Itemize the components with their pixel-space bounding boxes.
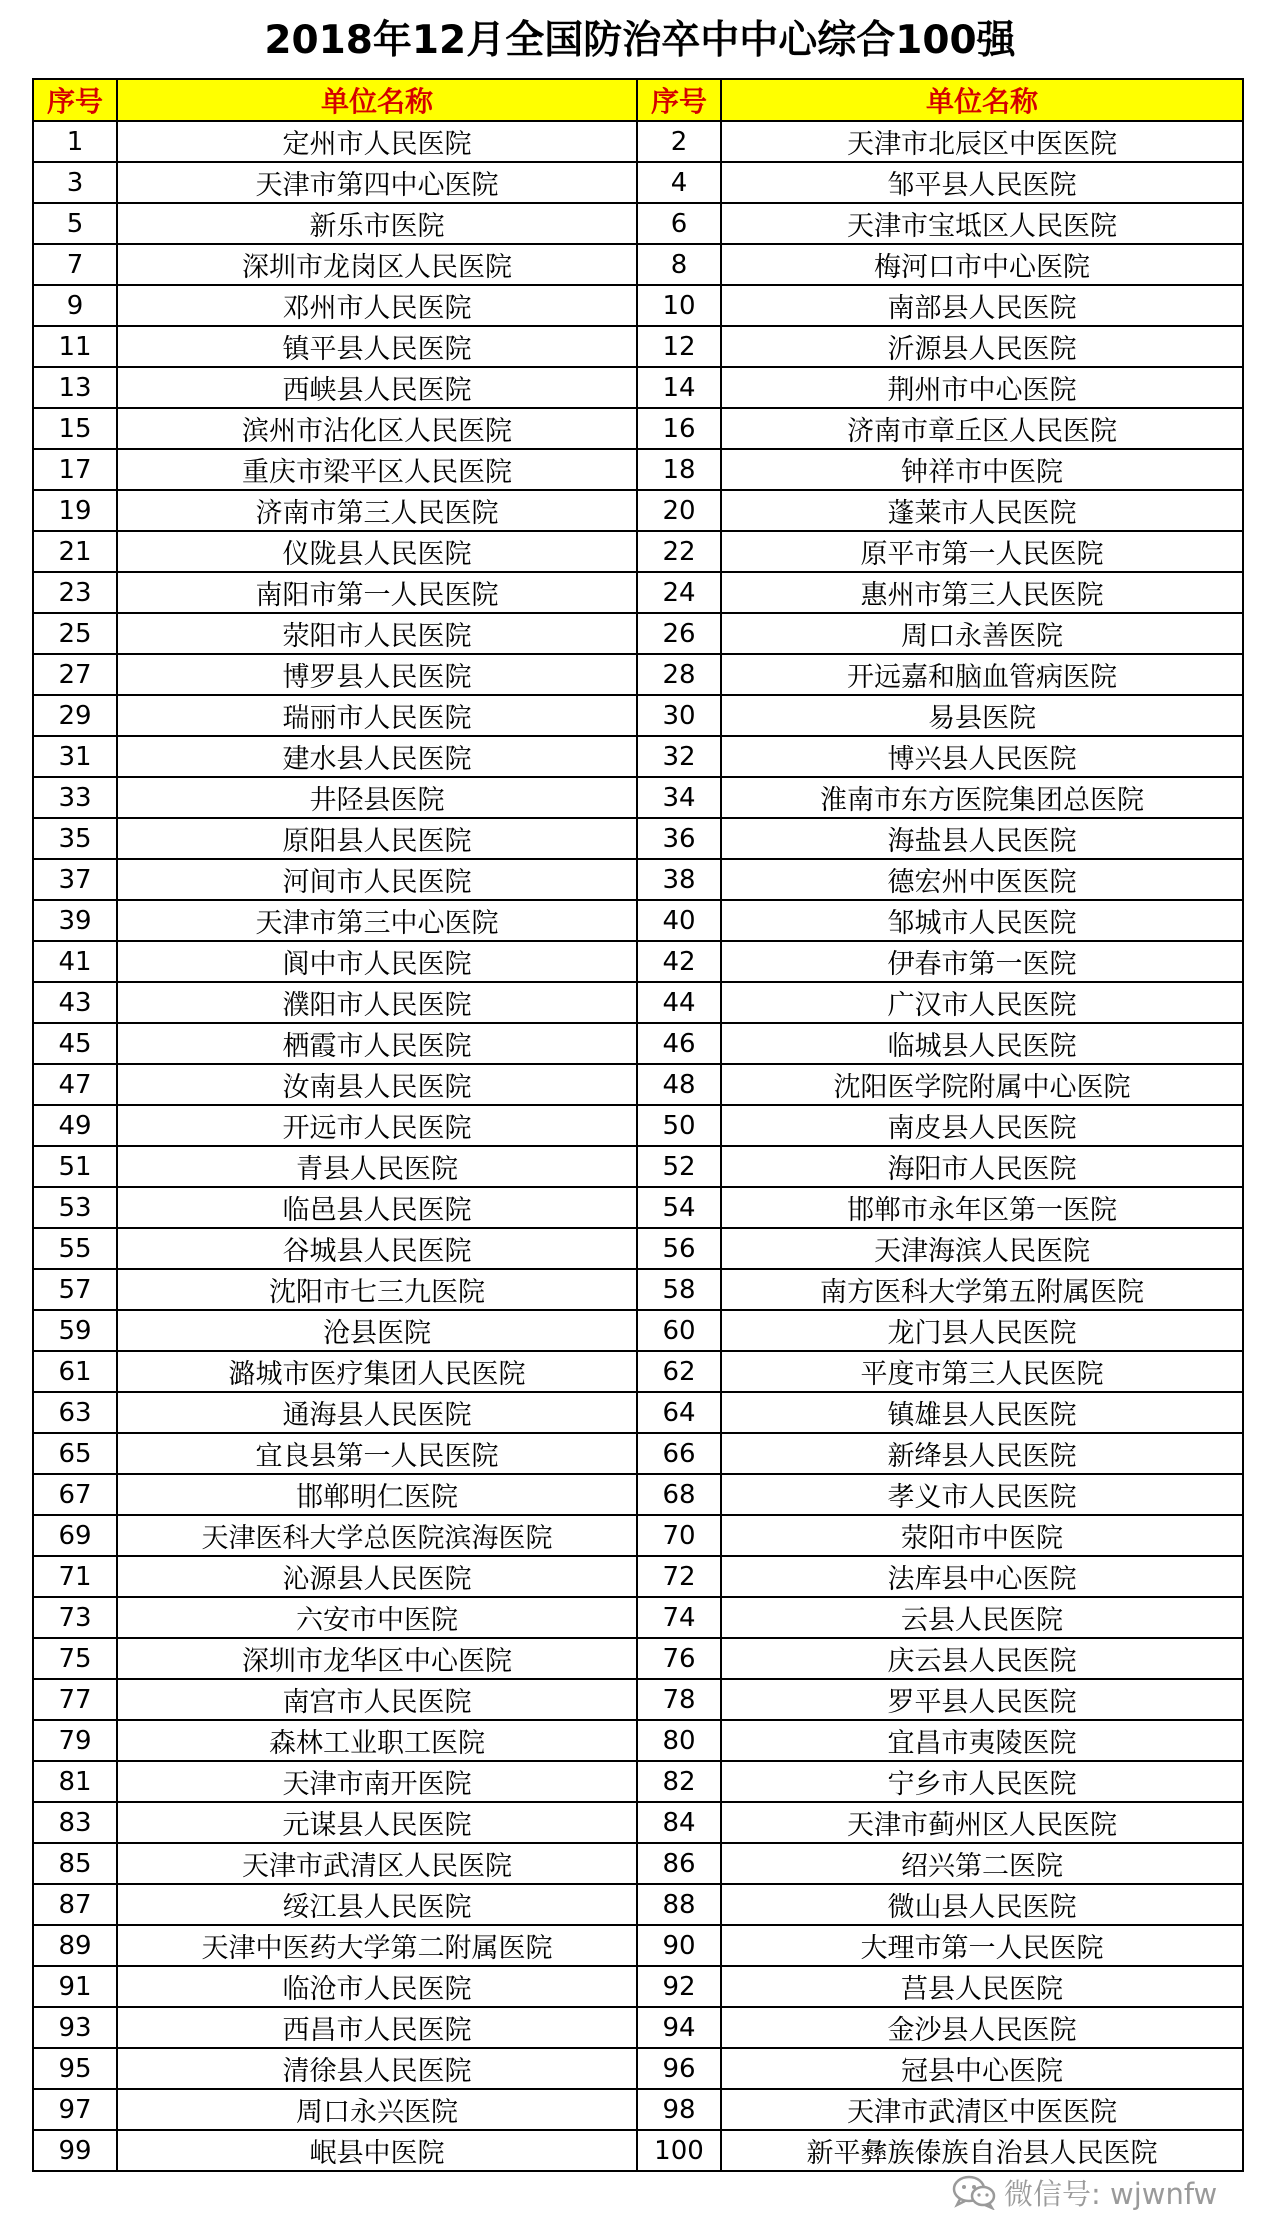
hospital-name-cell: 汝南县人民医院 bbox=[117, 1064, 637, 1105]
hospital-name-cell: 六安市中医院 bbox=[117, 1597, 637, 1638]
rank-cell: 61 bbox=[33, 1351, 117, 1392]
rank-cell: 56 bbox=[637, 1228, 721, 1269]
rank-cell: 55 bbox=[33, 1228, 117, 1269]
rank-cell: 16 bbox=[637, 408, 721, 449]
hospital-name-cell: 宜昌市夷陵医院 bbox=[721, 1720, 1243, 1761]
hospital-name-cell: 周口永善医院 bbox=[721, 613, 1243, 654]
hospital-name-cell: 天津市武清区人民医院 bbox=[117, 1843, 637, 1884]
hospital-name-cell: 金沙县人民医院 bbox=[721, 2007, 1243, 2048]
rank-cell: 14 bbox=[637, 367, 721, 408]
rank-cell: 84 bbox=[637, 1802, 721, 1843]
rank-cell: 23 bbox=[33, 572, 117, 613]
hospital-name-cell: 深圳市龙岗区人民医院 bbox=[117, 244, 637, 285]
table-row bbox=[33, 1515, 1243, 1556]
rank-cell: 72 bbox=[637, 1556, 721, 1597]
hospital-name-cell: 海盐县人民医院 bbox=[721, 818, 1243, 859]
rank-cell: 29 bbox=[33, 695, 117, 736]
hospital-name-cell: 绥江县人民医院 bbox=[117, 1884, 637, 1925]
table-row bbox=[33, 777, 1243, 818]
table-row bbox=[33, 326, 1243, 367]
rank-cell: 30 bbox=[637, 695, 721, 736]
rank-cell: 21 bbox=[33, 531, 117, 572]
table-row bbox=[33, 1146, 1243, 1187]
hospital-name-cell: 天津中医药大学第二附属医院 bbox=[117, 1925, 637, 1966]
hospital-name-cell: 潞城市医疗集团人民医院 bbox=[117, 1351, 637, 1392]
rank-cell: 71 bbox=[33, 1556, 117, 1597]
rank-cell: 89 bbox=[33, 1925, 117, 1966]
rank-cell: 92 bbox=[637, 1966, 721, 2007]
hospital-name-cell: 淮南市东方医院集团总医院 bbox=[721, 777, 1243, 818]
hospital-name-cell: 临城县人民医院 bbox=[721, 1023, 1243, 1064]
hospital-name-cell: 新乐市医院 bbox=[117, 203, 637, 244]
rank-cell: 64 bbox=[637, 1392, 721, 1433]
hospital-name-cell: 新平彝族傣族自治县人民医院 bbox=[721, 2130, 1243, 2171]
rank-cell: 66 bbox=[637, 1433, 721, 1474]
rank-cell: 47 bbox=[33, 1064, 117, 1105]
table-row bbox=[33, 1556, 1243, 1597]
hospital-name-cell: 天津市蓟州区人民医院 bbox=[721, 1802, 1243, 1843]
hospital-name-cell: 龙门县人民医院 bbox=[721, 1310, 1243, 1351]
hospital-name-cell: 清徐县人民医院 bbox=[117, 2048, 637, 2089]
rank-cell: 25 bbox=[33, 613, 117, 654]
hospital-name-cell: 沂源县人民医院 bbox=[721, 326, 1243, 367]
hospital-name-cell: 荥阳市人民医院 bbox=[117, 613, 637, 654]
table-row bbox=[33, 1064, 1243, 1105]
rank-cell: 49 bbox=[33, 1105, 117, 1146]
watermark bbox=[950, 2172, 1217, 2212]
rank-cell: 87 bbox=[33, 1884, 117, 1925]
rank-cell: 86 bbox=[637, 1843, 721, 1884]
rank-cell: 43 bbox=[33, 982, 117, 1023]
table-row bbox=[33, 613, 1243, 654]
rank-cell: 42 bbox=[637, 941, 721, 982]
table-row bbox=[33, 2089, 1243, 2130]
rank-cell: 62 bbox=[637, 1351, 721, 1392]
hospital-name-cell: 临邑县人民医院 bbox=[117, 1187, 637, 1228]
rank-cell: 82 bbox=[637, 1761, 721, 1802]
rank-cell: 60 bbox=[637, 1310, 721, 1351]
hospital-name-cell: 南皮县人民医院 bbox=[721, 1105, 1243, 1146]
table-body bbox=[33, 121, 1243, 2171]
rank-cell: 6 bbox=[637, 203, 721, 244]
hospital-name-cell: 孝义市人民医院 bbox=[721, 1474, 1243, 1515]
table-row bbox=[33, 695, 1243, 736]
rank-cell: 33 bbox=[33, 777, 117, 818]
hospital-name-cell: 原平市第一人民医院 bbox=[721, 531, 1243, 572]
hospital-name-cell: 深圳市龙华区中心医院 bbox=[117, 1638, 637, 1679]
rank-cell: 58 bbox=[637, 1269, 721, 1310]
page-title: 2018年12月全国防治卒中中心综合100强 bbox=[264, 18, 1016, 63]
rank-cell: 40 bbox=[637, 900, 721, 941]
hospital-name-cell: 宁乡市人民医院 bbox=[721, 1761, 1243, 1802]
hospital-name-cell: 微山县人民医院 bbox=[721, 1884, 1243, 1925]
hospital-name-cell: 邯郸明仁医院 bbox=[117, 1474, 637, 1515]
table-row bbox=[33, 900, 1243, 941]
hospital-name-cell: 邹城市人民医院 bbox=[721, 900, 1243, 941]
hospital-name-cell: 沈阳医学院附属中心医院 bbox=[721, 1064, 1243, 1105]
hospital-name-cell: 开远市人民医院 bbox=[117, 1105, 637, 1146]
hospital-name-cell: 岷县中医院 bbox=[117, 2130, 637, 2171]
rank-cell: 68 bbox=[637, 1474, 721, 1515]
table-row bbox=[33, 1187, 1243, 1228]
table-row bbox=[33, 1392, 1243, 1433]
hospital-name-cell: 罗平县人民医院 bbox=[721, 1679, 1243, 1720]
hospital-name-cell: 天津市宝坻区人民医院 bbox=[721, 203, 1243, 244]
hospital-name-cell: 平度市第三人民医院 bbox=[721, 1351, 1243, 1392]
rank-cell: 1 bbox=[33, 121, 117, 162]
table-row bbox=[33, 736, 1243, 777]
hospital-name-cell: 河间市人民医院 bbox=[117, 859, 637, 900]
hospital-name-cell: 绍兴第二医院 bbox=[721, 1843, 1243, 1884]
hospital-name-cell: 蓬莱市人民医院 bbox=[721, 490, 1243, 531]
hospital-name-cell: 原阳县人民医院 bbox=[117, 818, 637, 859]
table-row bbox=[33, 1269, 1243, 1310]
rank-cell: 98 bbox=[637, 2089, 721, 2130]
rank-cell: 100 bbox=[637, 2130, 721, 2171]
rank-cell: 50 bbox=[637, 1105, 721, 1146]
table-row bbox=[33, 859, 1243, 900]
hospital-name-cell: 邹平县人民医院 bbox=[721, 162, 1243, 203]
rank-cell: 74 bbox=[637, 1597, 721, 1638]
rank-cell: 81 bbox=[33, 1761, 117, 1802]
hospital-name-cell: 重庆市梁平区人民医院 bbox=[117, 449, 637, 490]
table-row bbox=[33, 1105, 1243, 1146]
rank-cell: 4 bbox=[637, 162, 721, 203]
hospital-name-cell: 钟祥市中医院 bbox=[721, 449, 1243, 490]
rank-cell: 93 bbox=[33, 2007, 117, 2048]
hospital-name-cell: 沧县医院 bbox=[117, 1310, 637, 1351]
hospital-name-cell: 惠州市第三人民医院 bbox=[721, 572, 1243, 613]
hospital-name-cell: 德宏州中医医院 bbox=[721, 859, 1243, 900]
hospital-name-cell: 济南市第三人民医院 bbox=[117, 490, 637, 531]
hospital-name-cell: 谷城县人民医院 bbox=[117, 1228, 637, 1269]
rank-cell: 90 bbox=[637, 1925, 721, 1966]
hospital-name-cell: 开远嘉和脑血管病医院 bbox=[721, 654, 1243, 695]
hospital-name-cell: 阆中市人民医院 bbox=[117, 941, 637, 982]
rank-cell: 26 bbox=[637, 613, 721, 654]
hospital-name-cell: 西峡县人民医院 bbox=[117, 367, 637, 408]
rank-cell: 52 bbox=[637, 1146, 721, 1187]
rank-cell: 70 bbox=[637, 1515, 721, 1556]
hospital-name-cell: 云县人民医院 bbox=[721, 1597, 1243, 1638]
table-row bbox=[33, 244, 1243, 285]
hospital-name-cell: 仪陇县人民医院 bbox=[117, 531, 637, 572]
hospital-name-cell: 南阳市第一人民医院 bbox=[117, 572, 637, 613]
table-row bbox=[33, 1679, 1243, 1720]
hospital-name-cell: 南部县人民医院 bbox=[721, 285, 1243, 326]
table-row bbox=[33, 203, 1243, 244]
rank-cell: 11 bbox=[33, 326, 117, 367]
table-row bbox=[33, 982, 1243, 1023]
hospital-name-cell: 周口永兴医院 bbox=[117, 2089, 637, 2130]
hospital-name-cell: 博罗县人民医院 bbox=[117, 654, 637, 695]
hospital-name-cell: 天津市南开医院 bbox=[117, 1761, 637, 1802]
rank-cell: 19 bbox=[33, 490, 117, 531]
hospital-name-cell: 定州市人民医院 bbox=[117, 121, 637, 162]
hospital-name-cell: 伊春市第一医院 bbox=[721, 941, 1243, 982]
table-row bbox=[33, 1761, 1243, 1802]
hospital-name-cell: 沁源县人民医院 bbox=[117, 1556, 637, 1597]
hospital-name-cell: 镇雄县人民医院 bbox=[721, 1392, 1243, 1433]
rank-cell: 32 bbox=[637, 736, 721, 777]
hospital-name-cell: 法库县中心医院 bbox=[721, 1556, 1243, 1597]
table-row bbox=[33, 162, 1243, 203]
rank-cell: 17 bbox=[33, 449, 117, 490]
hospital-name-cell: 栖霞市人民医院 bbox=[117, 1023, 637, 1064]
table-row bbox=[33, 1843, 1243, 1884]
hospital-name-cell: 临沧市人民医院 bbox=[117, 1966, 637, 2007]
table-row bbox=[33, 1720, 1243, 1761]
rank-cell: 91 bbox=[33, 1966, 117, 2007]
table-row bbox=[33, 367, 1243, 408]
hospital-name-cell: 森林工业职工医院 bbox=[117, 1720, 637, 1761]
rank-cell: 45 bbox=[33, 1023, 117, 1064]
table-row bbox=[33, 2048, 1243, 2089]
table-row bbox=[33, 1474, 1243, 1515]
table-row bbox=[33, 1802, 1243, 1843]
header-no-left: 序号 bbox=[33, 79, 117, 121]
header-name-left: 单位名称 bbox=[117, 79, 637, 121]
rank-cell: 54 bbox=[637, 1187, 721, 1228]
hospital-name-cell: 海阳市人民医院 bbox=[721, 1146, 1243, 1187]
hospital-name-cell: 冠县中心医院 bbox=[721, 2048, 1243, 2089]
rank-cell: 38 bbox=[637, 859, 721, 900]
rank-cell: 88 bbox=[637, 1884, 721, 1925]
table-row bbox=[33, 121, 1243, 162]
rank-cell: 77 bbox=[33, 1679, 117, 1720]
rank-cell: 34 bbox=[637, 777, 721, 818]
table-row bbox=[33, 2007, 1243, 2048]
rank-cell: 76 bbox=[637, 1638, 721, 1679]
hospital-name-cell: 新绛县人民医院 bbox=[721, 1433, 1243, 1474]
table-row bbox=[33, 449, 1243, 490]
rank-cell: 20 bbox=[637, 490, 721, 531]
table-row bbox=[33, 1433, 1243, 1474]
rank-cell: 46 bbox=[637, 1023, 721, 1064]
rank-cell: 51 bbox=[33, 1146, 117, 1187]
hospital-name-cell: 镇平县人民医院 bbox=[117, 326, 637, 367]
rank-cell: 37 bbox=[33, 859, 117, 900]
hospital-name-cell: 西昌市人民医院 bbox=[117, 2007, 637, 2048]
rank-cell: 24 bbox=[637, 572, 721, 613]
rank-cell: 57 bbox=[33, 1269, 117, 1310]
rank-cell: 95 bbox=[33, 2048, 117, 2089]
rank-cell: 18 bbox=[637, 449, 721, 490]
rank-cell: 63 bbox=[33, 1392, 117, 1433]
rank-cell: 96 bbox=[637, 2048, 721, 2089]
hospital-name-cell: 天津医科大学总医院滨海医院 bbox=[117, 1515, 637, 1556]
table-row bbox=[33, 1884, 1243, 1925]
rank-cell: 80 bbox=[637, 1720, 721, 1761]
rank-cell: 94 bbox=[637, 2007, 721, 2048]
ranking-table bbox=[32, 78, 1244, 2172]
table-row bbox=[33, 1638, 1243, 1679]
rank-cell: 5 bbox=[33, 203, 117, 244]
hospital-name-cell: 莒县人民医院 bbox=[721, 1966, 1243, 2007]
rank-cell: 22 bbox=[637, 531, 721, 572]
hospital-name-cell: 宜良县第一人民医院 bbox=[117, 1433, 637, 1474]
rank-cell: 53 bbox=[33, 1187, 117, 1228]
table-header-row bbox=[33, 79, 1243, 121]
rank-cell: 3 bbox=[33, 162, 117, 203]
wechat-icon bbox=[950, 2174, 998, 2210]
hospital-name-cell: 梅河口市中心医院 bbox=[721, 244, 1243, 285]
hospital-name-cell: 井陉县医院 bbox=[117, 777, 637, 818]
hospital-name-cell: 天津市第三中心医院 bbox=[117, 900, 637, 941]
hospital-name-cell: 荥阳市中医院 bbox=[721, 1515, 1243, 1556]
rank-cell: 69 bbox=[33, 1515, 117, 1556]
table-row bbox=[33, 2130, 1243, 2171]
rank-cell: 36 bbox=[637, 818, 721, 859]
hospital-name-cell: 通海县人民医院 bbox=[117, 1392, 637, 1433]
rank-cell: 7 bbox=[33, 244, 117, 285]
hospital-name-cell: 邯郸市永年区第一医院 bbox=[721, 1187, 1243, 1228]
table-row bbox=[33, 1310, 1243, 1351]
hospital-name-cell: 建水县人民医院 bbox=[117, 736, 637, 777]
hospital-name-cell: 青县人民医院 bbox=[117, 1146, 637, 1187]
rank-cell: 59 bbox=[33, 1310, 117, 1351]
table-row bbox=[33, 408, 1243, 449]
rank-cell: 83 bbox=[33, 1802, 117, 1843]
header-no-right: 序号 bbox=[637, 79, 721, 121]
table-row bbox=[33, 1228, 1243, 1269]
rank-cell: 99 bbox=[33, 2130, 117, 2171]
rank-cell: 13 bbox=[33, 367, 117, 408]
rank-cell: 35 bbox=[33, 818, 117, 859]
table-row bbox=[33, 1925, 1243, 1966]
hospital-name-cell: 荆州市中心医院 bbox=[721, 367, 1243, 408]
rank-cell: 79 bbox=[33, 1720, 117, 1761]
table-row bbox=[33, 285, 1243, 326]
rank-cell: 9 bbox=[33, 285, 117, 326]
table-row bbox=[33, 531, 1243, 572]
hospital-name-cell: 天津市武清区中医医院 bbox=[721, 2089, 1243, 2130]
rank-cell: 15 bbox=[33, 408, 117, 449]
rank-cell: 39 bbox=[33, 900, 117, 941]
header-name-right: 单位名称 bbox=[721, 79, 1243, 121]
hospital-name-cell: 元谋县人民医院 bbox=[117, 1802, 637, 1843]
rank-cell: 97 bbox=[33, 2089, 117, 2130]
rank-cell: 73 bbox=[33, 1597, 117, 1638]
rank-cell: 78 bbox=[637, 1679, 721, 1720]
hospital-name-cell: 广汉市人民医院 bbox=[721, 982, 1243, 1023]
hospital-name-cell: 瑞丽市人民医院 bbox=[117, 695, 637, 736]
rank-cell: 28 bbox=[637, 654, 721, 695]
rank-cell: 27 bbox=[33, 654, 117, 695]
hospital-name-cell: 博兴县人民医院 bbox=[721, 736, 1243, 777]
rank-cell: 2 bbox=[637, 121, 721, 162]
rank-cell: 10 bbox=[637, 285, 721, 326]
table-row bbox=[33, 1351, 1243, 1392]
rank-cell: 67 bbox=[33, 1474, 117, 1515]
table-row bbox=[33, 572, 1243, 613]
hospital-name-cell: 南宫市人民医院 bbox=[117, 1679, 637, 1720]
rank-cell: 12 bbox=[637, 326, 721, 367]
rank-cell: 65 bbox=[33, 1433, 117, 1474]
hospital-name-cell: 天津市第四中心医院 bbox=[117, 162, 637, 203]
hospital-name-cell: 易县医院 bbox=[721, 695, 1243, 736]
hospital-name-cell: 庆云县人民医院 bbox=[721, 1638, 1243, 1679]
watermark-text: 微信号: wjwnfw bbox=[1004, 2176, 1218, 2211]
table-row bbox=[33, 818, 1243, 859]
rank-cell: 48 bbox=[637, 1064, 721, 1105]
hospital-name-cell: 南方医科大学第五附属医院 bbox=[721, 1269, 1243, 1310]
rank-cell: 41 bbox=[33, 941, 117, 982]
table-row bbox=[33, 654, 1243, 695]
hospital-name-cell: 滨州市沾化区人民医院 bbox=[117, 408, 637, 449]
table-row bbox=[33, 941, 1243, 982]
rank-cell: 8 bbox=[637, 244, 721, 285]
hospital-name-cell: 沈阳市七三九医院 bbox=[117, 1269, 637, 1310]
table-row bbox=[33, 1597, 1243, 1638]
hospital-name-cell: 大理市第一人民医院 bbox=[721, 1925, 1243, 1966]
rank-cell: 44 bbox=[637, 982, 721, 1023]
rank-cell: 31 bbox=[33, 736, 117, 777]
rank-cell: 75 bbox=[33, 1638, 117, 1679]
hospital-name-cell: 济南市章丘区人民医院 bbox=[721, 408, 1243, 449]
hospital-name-cell: 濮阳市人民医院 bbox=[117, 982, 637, 1023]
table-row bbox=[33, 1966, 1243, 2007]
table-row bbox=[33, 490, 1243, 531]
hospital-name-cell: 天津海滨人民医院 bbox=[721, 1228, 1243, 1269]
table-row bbox=[33, 1023, 1243, 1064]
rank-cell: 85 bbox=[33, 1843, 117, 1884]
hospital-name-cell: 邓州市人民医院 bbox=[117, 285, 637, 326]
hospital-name-cell: 天津市北辰区中医医院 bbox=[721, 121, 1243, 162]
